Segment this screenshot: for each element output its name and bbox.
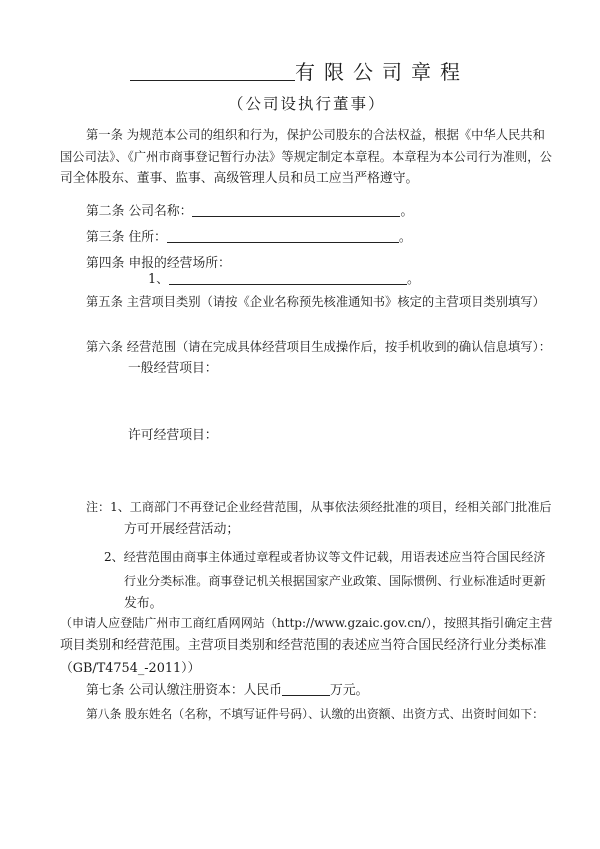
article8: 第八条 股东姓名（名称，不填写证件号码）、认缴的出资额、出资方式、出资时间如下： bbox=[86, 707, 544, 721]
article2 bbox=[86, 201, 413, 223]
article7-prefix: 第七条 公司认缴注册资本：人民币 bbox=[86, 683, 283, 698]
article2-label: 第二条 公司名称： bbox=[86, 204, 193, 219]
applicant-note-line2: 项目类别和经营范围。主营项目类别和经营范围的表述应当符合国民经济行业分类标准 bbox=[60, 638, 547, 653]
title-text: 有限公司章程 bbox=[295, 60, 469, 84]
article3 bbox=[86, 227, 412, 249]
document-title bbox=[130, 56, 469, 85]
note2-line1: 2、经营范围由商事主体通过章程或者协议等文件记载，用语表述应当符合国民经济 bbox=[104, 550, 546, 564]
article4-end: 。 bbox=[406, 272, 420, 287]
article6-line1: 第六条 经营范围（请在完成具体经营项目生成操作后，按手机收到的确认信息填写）： bbox=[86, 340, 552, 354]
address-field[interactable] bbox=[167, 229, 399, 243]
document-subtitle: （公司设执行董事） bbox=[228, 95, 386, 113]
note1-line1: 注：1、工商部门不再登记企业经营范围，从事依法须经批准的项目，经相关部门批准后 bbox=[86, 500, 552, 514]
article3-label: 第三条 住所： bbox=[86, 230, 167, 245]
article4-label: 第四条 申报的经营场所： bbox=[86, 256, 231, 271]
article1-line2: 国公司法》、《广州市商事登记暂行办法》等规定制定本章程。本章程为本公司行为准则，公 bbox=[60, 150, 552, 164]
permitted-business-label: 许可经营项目： bbox=[128, 428, 218, 443]
note2-line3: 发布。 bbox=[124, 596, 163, 611]
note1-line2: 方可开展经营活动； bbox=[124, 522, 240, 537]
registered-capital-field[interactable] bbox=[282, 682, 330, 696]
article1-line1: 第一条 为规范本公司的组织和行为，保护公司股东的合法权益，根据《中华人民共和 bbox=[86, 128, 545, 142]
article2-end: 。 bbox=[400, 204, 414, 219]
article3-end: 。 bbox=[398, 230, 412, 245]
article1-line3: 司全体股东、董事、监事、高级管理人员和员工应当严格遵守。 bbox=[60, 171, 419, 186]
business-premises-field[interactable] bbox=[169, 271, 407, 285]
article5: 第五条 主营项目类别（请按《企业名称预先核准通知书》核定的主营项目类别填写） bbox=[86, 295, 545, 309]
article7 bbox=[86, 680, 368, 702]
article7-suffix: 万元。 bbox=[330, 683, 369, 698]
general-business-label: 一般经营项目： bbox=[128, 361, 218, 376]
applicant-note-line1: （申请人应登陆广州市工商红盾网网站（http://www.gzaic.gov.cn/），按照其指引确定主营 bbox=[60, 616, 553, 630]
company-name-blank bbox=[130, 62, 295, 81]
note2-line2: 行业分类标准。商事登记机关根据国家产业政策、国际惯例、行业标准适时更新 bbox=[124, 574, 546, 588]
article4-item-prefix: 1、 bbox=[148, 272, 169, 287]
article4-item bbox=[148, 269, 420, 291]
applicant-note-line3: （GB/T4754_-2011）） bbox=[60, 661, 201, 676]
company-name-field[interactable] bbox=[192, 203, 400, 217]
